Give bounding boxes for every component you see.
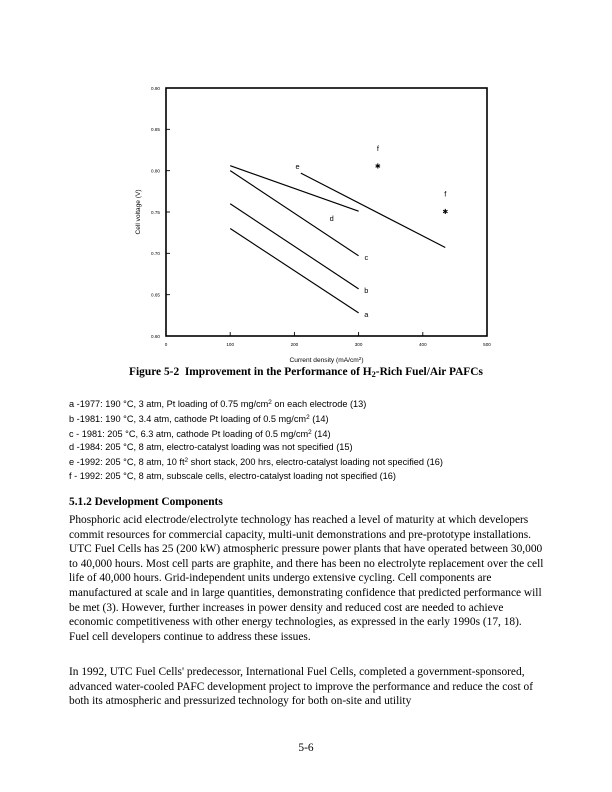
legend-note-key: a -1977: <box>69 398 103 409</box>
series-line-c <box>230 171 358 256</box>
chart-frame <box>166 88 487 336</box>
x-axis-tick-label: 300 <box>354 342 363 347</box>
series-line-a <box>230 229 358 313</box>
x-axis-title: Current density $(mA/cm^2)$ <box>289 355 364 364</box>
figure-caption-prefix: Figure 5-2 <box>129 366 180 378</box>
figure-caption-subscript: 2 <box>371 369 376 379</box>
legend-note-superscript: 2 <box>308 429 312 437</box>
series-label-c: c <box>364 252 369 262</box>
marker-label-f: f <box>376 143 379 153</box>
legend-note-key: b -1981: <box>69 413 103 424</box>
legend-note-f <box>69 470 549 483</box>
series-label-b: b <box>364 286 369 296</box>
y-axis-tick-label: 0.80 <box>151 168 160 174</box>
legend-note-superscript: 2 <box>306 414 310 422</box>
page-number: 5-6 <box>298 742 314 754</box>
y-axis-tick-label: 0.85 <box>151 127 160 133</box>
legend-note-text: 205 °C, 8 atm, electro-catalyst loading was not specified (15) <box>102 442 353 453</box>
x-axis-tick-label: 0 <box>164 342 168 347</box>
x-axis-tick-label: 400 <box>418 342 427 347</box>
section-heading-5-1-2: 5.1.2 Development Components <box>69 496 223 508</box>
legend-note-superscript: 2 <box>268 399 272 406</box>
legend-note-key: c - 1981: <box>69 429 105 440</box>
series-line-d <box>230 166 358 211</box>
figure-5-2 <box>0 74 612 366</box>
y-axis-tick-label: 0.60 <box>151 333 160 339</box>
legend-note-superscript: 2 <box>184 457 189 465</box>
body-paragraph-1: Phosphoric acid electrode/electrolyte technology has reached a level of maturity at which developers commit resources for commercial capacity, multi-unit demonstrations and pre-prototype installations. UTC Fuel Cells has 25 (200 kW) atmospheric pressure power plants that have operated between 30,000 to 40,000 hours. Most cell parts are graphite, and there has been no electrolyte replacement over the cell life of 40,000 hours. Grid-independent units undergo extensive cycling. Cell components are manufactured at scale and in large quantities, demonstrating confidence that predicted performance will be met (3). However, further increases in power density and reduced cost are needed to achieve economic competitiveness with other energy technologies, as expressed in the early 1990s (17, 18). Fuel cell developers continue to address these issues. <box>69 514 544 643</box>
legend-note-text: 205 °C, 8 atm, 10 ft <box>102 457 185 468</box>
legend-note-c <box>69 426 549 441</box>
legend-note-a <box>69 396 549 411</box>
x-axis-tick-label: 500 <box>483 342 491 347</box>
series-line-b <box>230 204 358 289</box>
legend-note-text: 190 °C, 3.4 atm, cathode Pt loading of 0.5 mg/cm <box>102 413 307 424</box>
legend-note-text: 205 °C, 6.3 atm, cathode Pt loading of 0.5 mg/cm <box>104 429 309 440</box>
series-label-a: a <box>364 310 369 320</box>
legend-note-text-tail: short stack, 200 hrs, electro-catalyst loading not specified (16) <box>188 457 443 468</box>
legend-note-text-tail: (14) <box>311 429 331 440</box>
legend-note-text: 190 °C, 3 atm, Pt loading of 0.75 mg/cm <box>102 398 269 409</box>
legend-note-e <box>69 454 549 469</box>
legend-note-d <box>69 441 549 454</box>
star-marker-f: ✱ <box>442 207 449 216</box>
y-axis-tick-label: 0.90 <box>151 85 160 91</box>
series-line-e <box>301 173 445 247</box>
legend-note-key: d -1984: <box>69 442 103 453</box>
figure-caption <box>0 366 612 379</box>
y-axis-tick-label: 0.75 <box>151 209 160 215</box>
legend-note-key: e -1992: <box>69 457 103 468</box>
legend-note-b <box>69 411 549 426</box>
legend-note-text-tail: on each electrode (13) <box>271 398 367 409</box>
legend-note-text: 205 °C, 8 atm, subscale cells, electro-catalyst loading not specified (16) <box>102 470 396 481</box>
series-label-e: e <box>295 162 300 172</box>
legend-note-key: f - 1992: <box>69 470 103 481</box>
figure-caption-text: Improvement in the Performance of H <box>184 366 372 378</box>
body-paragraph-2: In 1992, UTC Fuel Cells' predecessor, International Fuel Cells, completed a government-sponsored, advanced water-cooled PAFC development project to improve the performance and reduce the cost of both its atmospheric and pressurized technology for both on-site and utility <box>69 666 533 708</box>
series-label-d: d <box>329 214 334 224</box>
figure-caption-tail: -Rich Fuel/Air PAFCs <box>375 366 483 378</box>
performance-line-chart <box>0 74 612 366</box>
figure-legend-notes <box>69 396 549 483</box>
legend-note-text-tail: (14) <box>309 413 329 424</box>
x-axis-tick-label: 100 <box>226 342 235 347</box>
marker-label-f: f <box>444 189 447 199</box>
y-axis-title: Cell voltage (V) <box>135 189 142 235</box>
star-marker-f: ✱ <box>374 162 381 171</box>
y-axis-tick-label: 0.65 <box>151 292 160 298</box>
x-axis-tick-label: 200 <box>290 342 299 347</box>
chart-area <box>0 74 612 366</box>
y-axis-tick-label: 0.70 <box>151 251 160 257</box>
